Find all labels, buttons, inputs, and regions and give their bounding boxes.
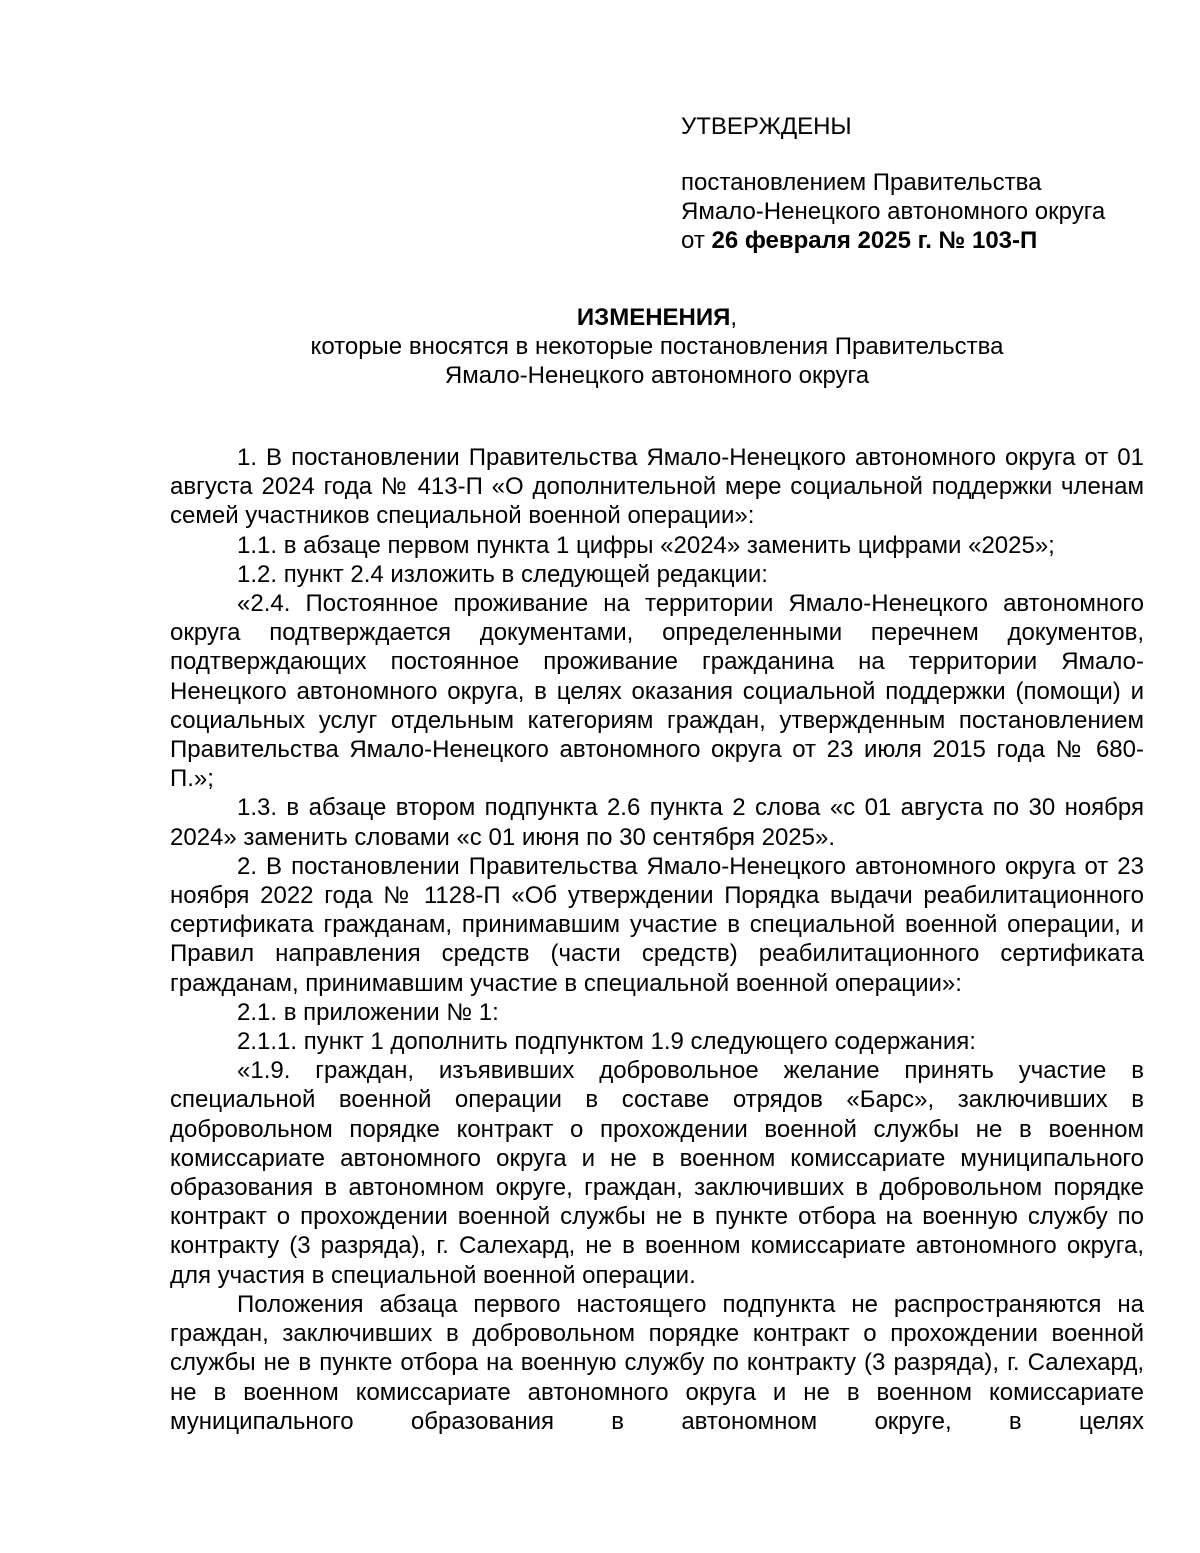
paragraph-2-1-1: 2.1.1. пункт 1 дополнить подпунктом 1.9 следующего содержания: xyxy=(237,1028,976,1056)
document-subtitle-line-2: Ямало-Ненецкого автономного округа xyxy=(444,362,870,389)
paragraph-2-1: 2.1. в приложении № 1: xyxy=(237,998,499,1026)
document-subtitle-line-1: которые вносятся в некоторые постановления Правительства xyxy=(310,333,1004,360)
paragraph-2-4-quote: «2.4. Постоянное проживание на территории Ямало-Ненецкого автономного округа подтверждается документами, определенными перечнем документов, подтверждающих постоянное проживание гражданина на территории Ямало-Ненецкого автономного округа, в целях оказания социальной поддержки (помощи) и социальных услуг отдельным категориям граждан, утвержденным постановлением Правительства Ямало-Ненецкого автономного округа от 23 июля 2015 года № 680-П.»; xyxy=(170,590,1144,793)
approval-line-1: постановлением Правительства xyxy=(681,169,1042,196)
document-title-block xyxy=(170,303,1144,390)
approval-heading: УТВЕРЖДЕНЫ xyxy=(681,113,852,140)
document-title-comma: , xyxy=(730,304,738,331)
approval-line-2: Ямало-Ненецкого автономного округа xyxy=(681,198,1106,225)
approval-date-line xyxy=(681,226,1037,255)
paragraph-2: 2. В постановлении Правительства Ямало-Ненецкого автономного округа от 23 ноября 2022 года № 1128-П «Об утверждении Порядка выдачи реабилитационного сертификата гражданам, принимавшим участие в специальной военной операции, и Правил направления средств (части средств) реабилитационного сертификата гражданам, принимавшим участие в специальной военной операции»: xyxy=(170,852,1144,997)
paragraph-provisions: Положения абзаца первого настоящего подпункта не распространяются на граждан, заключивших в добровольном порядке контракт о прохождении военной службы не в пункте отбора на военную службу по контракту (3 разряда), г. Салехард, не в военном комиссариате автономного округа и не в военном комиссариате муниципального образования в автономном округе, в целях xyxy=(170,1290,1144,1435)
paragraph-1-9-quote: «1.9. граждан, изъявивших добровольное желание принять участие в специальной военной операции в составе отрядов «Барс», заключивших в добровольном порядке контракт о прохождении военной службы не в военном комиссариате автономного округа и не в военном комиссариате муниципального образования в автономном округе, граждан, заключивших в добровольном порядке контракт о прохождении военной службы не в пункте отбора на военную службу по контракту (3 разряда), г. Салехард, не в военном комиссариате автономного округа, для участия в специальной военной операции. xyxy=(170,1057,1144,1289)
paragraph-1-2: 1.2. пункт 2.4 изложить в следующей редакции: xyxy=(237,560,768,588)
paragraph-1-3: 1.3. в абзаце втором подпункта 2.6 пункта 2 слова «с 01 августа по 30 ноября 2024» заменить словами «с 01 июня по 30 сентября 2025». xyxy=(170,794,1144,851)
paragraph-1-1: 1.1. в абзаце первом пункта 1 цифры «2024» заменить цифрами «2025»; xyxy=(237,531,1055,559)
document-body xyxy=(170,443,1144,1436)
approval-date-value: 26 февраля 2025 г. № 103-П xyxy=(711,227,1038,254)
document-title xyxy=(170,303,1144,332)
document-title-main: ИЗМЕНЕНИЯ xyxy=(576,304,731,331)
approval-date-prefix: от xyxy=(681,227,712,254)
paragraph-1: 1. В постановлении Правительства Ямало-Ненецкого автономного округа от 01 августа 2024 года № 413-П «О дополнительной мере социальной поддержки членам семей участников специальной военной операции»: xyxy=(170,444,1144,530)
